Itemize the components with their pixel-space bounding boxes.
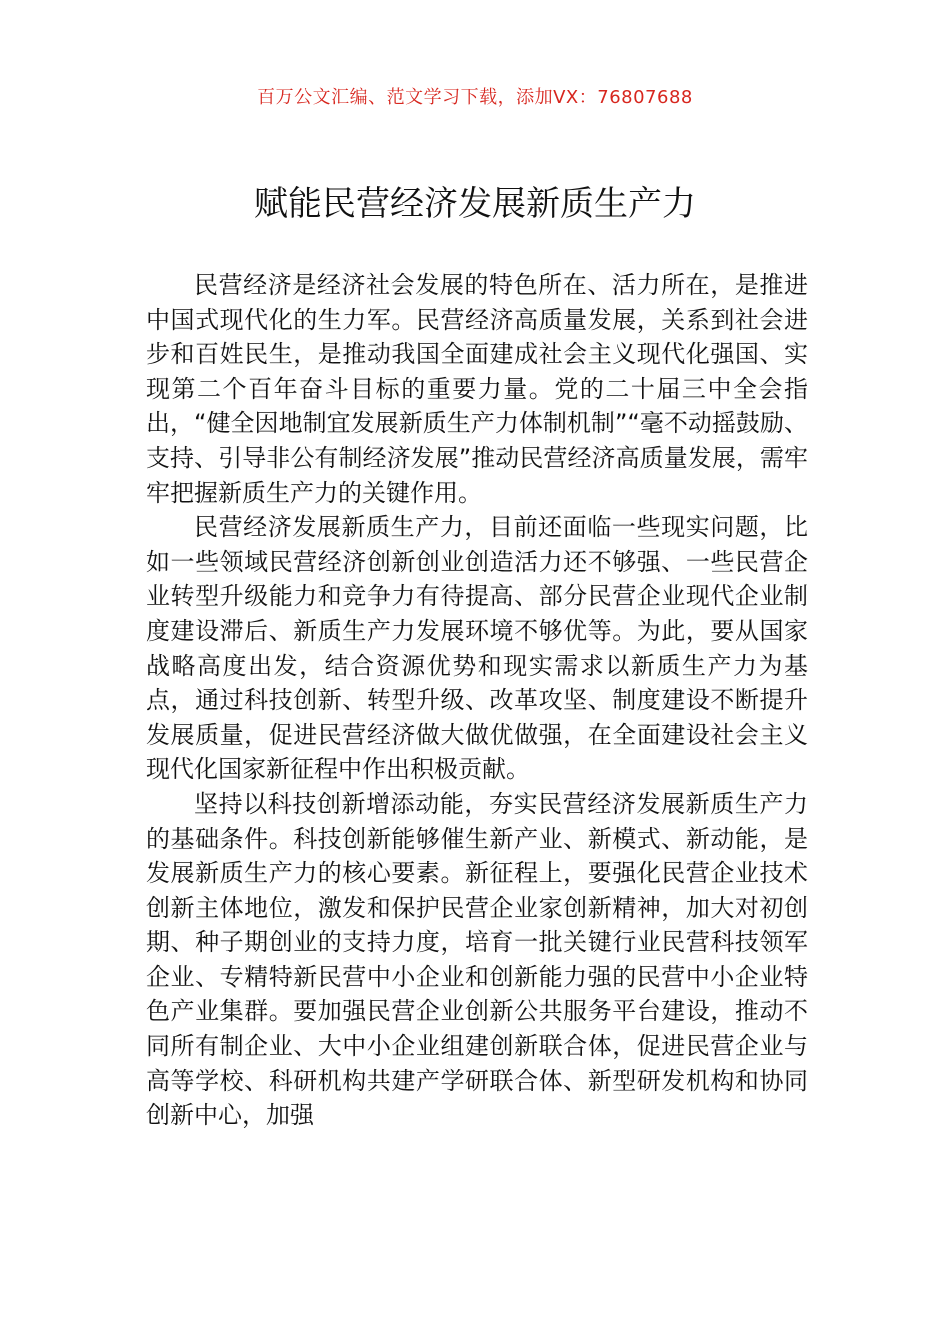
paragraph: 坚持以科技创新增添动能，夯实民营经济发展新质生产力的基础条件。科技创新能够催生新产业、新模式、新动能，是发展新质生产力的核心要素。新征程上，要强化民营企业技术创新主体地位，激发和保护民营企业家创新精神，加大对初创期、种子期创业的支持力度，培育一批关键行业民营科技领军企业、专精特新民营中小企业和创新能力强的民营中小企业特色产业集群。要加强民营企业创新公共服务平台建设，推动不同所有制企业、大中小企业组建创新联合体，促进民营企业与高等学校、科研机构共建产学研联合体、新型研发机构和协同创新中心，加强 [146,789,808,1130]
document-title: 赋能民营经济发展新质生产力 [254,184,696,224]
document-body [146,268,808,1133]
promo-banner: 百万公文汇编、范文学习下载，添加VX：76807688 [257,87,693,108]
paragraph: 民营经济发展新质生产力，目前还面临一些现实问题，比如一些领域民营经济创新创业创造活力还不够强、一些民营企业转型升级能力和竞争力有待提高、部分民营企业现代企业制度建设滞后、新质生产力发展环境不够优等。为此，要从国家战略高度出发，结合资源优势和现实需求以新质生产力为基点，通过科技创新、转型升级、改革攻坚、制度建设不断提升发展质量，促进民营经济做大做优做强，在全面建设社会主义现代化国家新征程中作出积极贡献。 [146,513,808,784]
paragraph: 民营经济是经济社会发展的特色所在、活力所在，是推进中国式现代化的生力军。民营经济高质量发展，关系到社会进步和百姓民生，是推动我国全面建成社会主义现代化强国、实现第二个百年奋斗目标的重要力量。党的二十届三中全会指出，“健全因地制宜发展新质生产力体制机制”“毫不动摇鼓励、支持、引导非公有制经济发展”推动民营经济高质量发展，需牢牢把握新质生产力的关键作用。 [146,271,808,507]
